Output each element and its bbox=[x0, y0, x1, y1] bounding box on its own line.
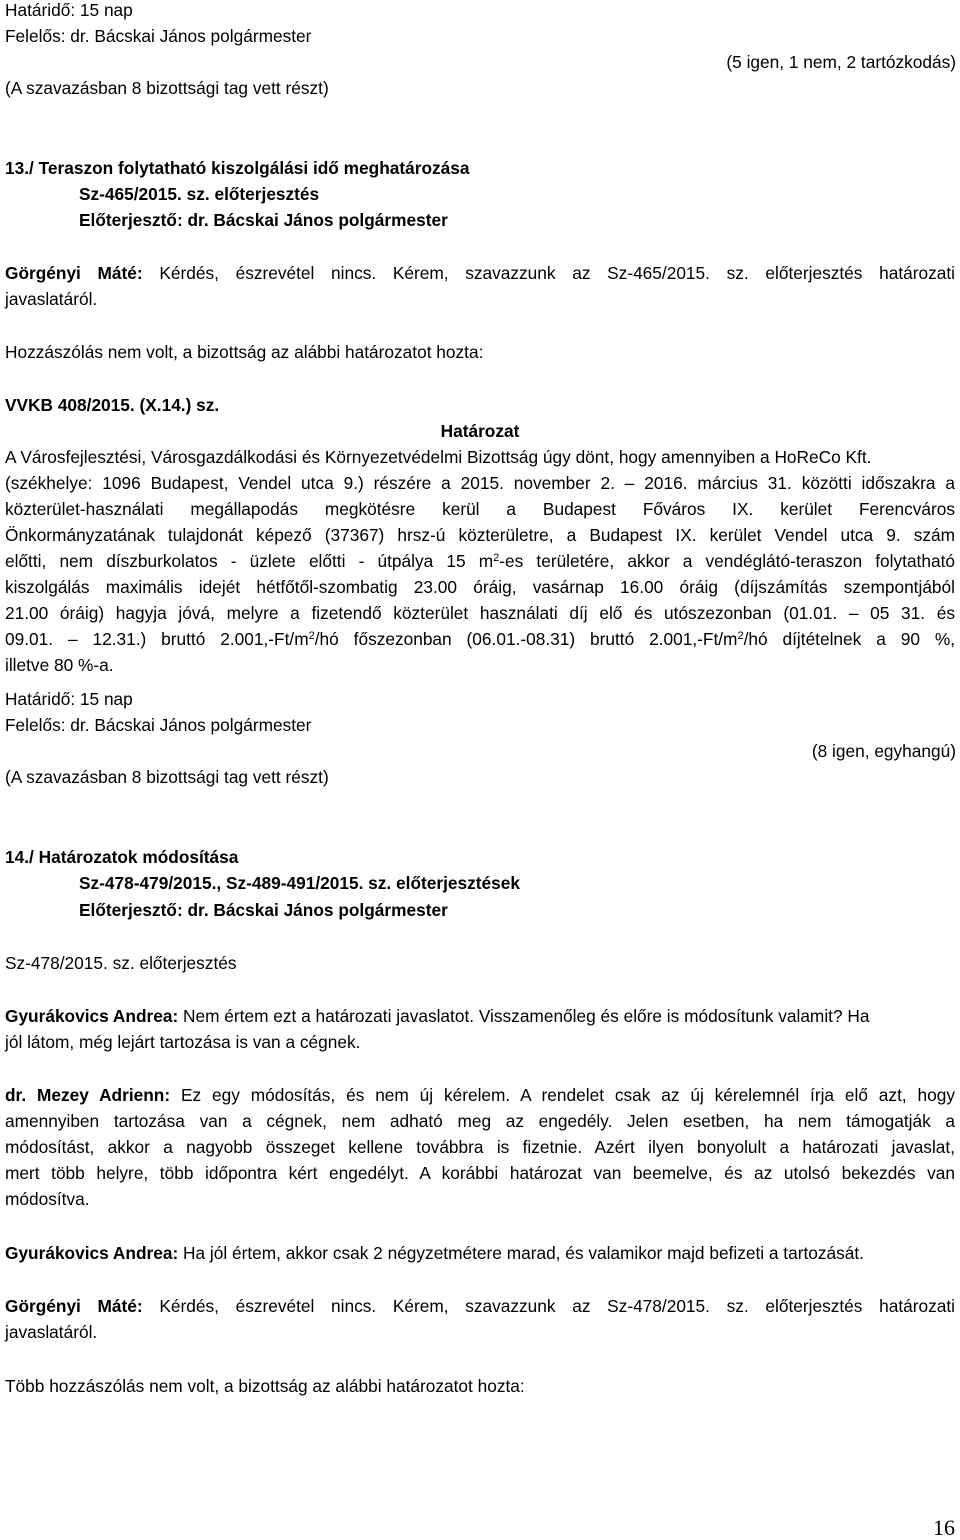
vote-result: (5 igen, 1 nem, 2 tartózkodás) bbox=[726, 52, 956, 72]
agenda-item-ref: Sz-465/2015. sz. előterjesztés bbox=[79, 184, 320, 204]
speaker-statement bbox=[5, 1085, 955, 1105]
deadline-text: Határidő: 15 nap bbox=[5, 0, 133, 20]
speaker-statement bbox=[5, 1296, 955, 1316]
resolution-line: kiszolgálás maximális idejét hétfőtől-szombatig 23.00 óráig, vasárnap 16.00 óráig (díjszámítás szempontjából bbox=[5, 577, 955, 597]
speaker-name: Gyurákovics Andrea: bbox=[5, 1243, 179, 1263]
responsible-text: Felelős: dr. Bácskai János polgármester bbox=[5, 715, 312, 735]
agenda-item-title: 13./ Teraszon folytatható kiszolgálási idő meghatározása bbox=[5, 158, 470, 178]
responsible-text: Felelős: dr. Bácskai János polgármester bbox=[5, 26, 312, 46]
agenda-item-title: 14./ Határozatok módosítása bbox=[5, 847, 239, 867]
speaker-text-cont: mert több helyre, több időpontra kért engedélyt. A korábbi határozat van beemelve, és az utolsó bekezdés van bbox=[5, 1163, 955, 1183]
agenda-item-refs: Sz-478-479/2015., Sz-489-491/2015. sz. előterjesztések bbox=[79, 873, 520, 893]
speaker-text-cont: javaslatáról. bbox=[5, 1322, 98, 1342]
speaker-name: Görgényi Máté: bbox=[5, 263, 143, 283]
speaker-statement bbox=[5, 1243, 864, 1263]
resolution-line: 09.01. – 12.31.) bruttó $2.001,-Ft/m^2/hó$ főszezonban (06.01.-08.31) bruttó $2.001,-Ft/m^2/hó$ díjtételnek a 90 %, bbox=[5, 629, 955, 649]
resolution-heading: Határozat bbox=[440, 421, 520, 441]
voters-note: (A szavazásban 8 bizottsági tag vett részt) bbox=[5, 767, 329, 787]
speaker-text: Ez egy módosítás, és nem új kérelem. A rendelet csak az új kérelemnél írja elő azt, hogy bbox=[180, 1085, 955, 1105]
resolution-line: 21.00 óráig) hagyja jóvá, melyre a fizetendő közterület használati díj elő és utószezonban (01.01. – 05 31. és bbox=[5, 603, 955, 623]
speaker-text: Ha jól értem, akkor csak 2 négyzetmétere marad, és valamikor majd befizeti a tartozását. bbox=[183, 1243, 864, 1263]
agenda-item-presenter: Előterjesztő: dr. Bácskai János polgármester bbox=[79, 900, 448, 920]
speaker-text-cont: módosítást, akkor a nagyobb összeget kellene továbbra is fizetnie. Azért ilyen bonyolult a határozati javaslat, bbox=[5, 1137, 955, 1157]
speaker-statement bbox=[5, 263, 955, 283]
voters-note: (A szavazásban 8 bizottsági tag vett részt) bbox=[5, 78, 329, 98]
resolution-line: Önkormányzatának tulajdonát képező (37367) hrsz-ú közterületre, a Budapest IX. kerület Vendel utca 9. szám bbox=[5, 525, 955, 545]
resolution-line: (székhelye: 1096 Budapest, Vendel utca 9.) részére a 2015. november 2. – 2016. március 31. közötti időszakra a bbox=[5, 473, 955, 493]
resolution-id: VVKB 408/2015. (X.14.) sz. bbox=[5, 395, 220, 415]
speaker-text-cont: jól látom, még lejárt tartozása is van a cégnek. bbox=[5, 1032, 361, 1052]
speaker-text-cont: amennyiben tartozása van a cégnek, nem adható meg az engedély. Jelen esetben, ha nem támogatják a bbox=[5, 1111, 955, 1131]
resolution-line: illetve 80 %-a. bbox=[5, 655, 114, 675]
speaker-text-cont: módosítva. bbox=[5, 1189, 90, 1209]
comments-note: Több hozzászólás nem volt, a bizottság az alábbi határozatot hozta: bbox=[5, 1376, 525, 1396]
deadline-text: Határidő: 15 nap bbox=[5, 689, 133, 709]
resolution-line: A Városfejlesztési, Városgazdálkodási és Környezetvédelmi Bizottság úgy dönt, hogy amennyiben a HoReCo Kft. bbox=[5, 447, 872, 467]
speaker-text-cont: javaslatáról. bbox=[5, 289, 98, 309]
sub-reference: Sz-478/2015. sz. előterjesztés bbox=[5, 953, 237, 973]
page-number: 16 bbox=[933, 1515, 955, 1540]
vote-result: (8 igen, egyhangú) bbox=[811, 741, 956, 761]
resolution-line: közterület-használati megállapodás megkötésre kerül a Budapest Főváros IX. kerület Ferencváros bbox=[5, 499, 955, 519]
agenda-item-presenter: Előterjesztő: dr. Bácskai János polgármester bbox=[79, 210, 448, 230]
speaker-name: Gyurákovics Andrea: bbox=[5, 1006, 179, 1026]
speaker-text: Nem értem ezt a határozati javaslatot. Visszamenőleg és előre is módosítunk valamit? Ha bbox=[183, 1006, 870, 1026]
comments-note: Hozzászólás nem volt, a bizottság az alábbi határozatot hozta: bbox=[5, 342, 484, 362]
resolution-line: előtti, nem díszburkolatos - üzlete előtti - útpálya 15 $m^2-es$ területére, akkor a vendéglátó-teraszon folytatható bbox=[5, 551, 955, 571]
speaker-name: dr. Mezey Adrienn: bbox=[5, 1085, 171, 1105]
speaker-text: Kérdés, észrevétel nincs. Kérem, szavazzunk az Sz-465/2015. sz. előterjesztés határozati bbox=[159, 263, 955, 283]
speaker-statement bbox=[5, 1006, 869, 1026]
speaker-name: Görgényi Máté: bbox=[5, 1296, 143, 1316]
speaker-text: Kérdés, észrevétel nincs. Kérem, szavazzunk az Sz-478/2015. sz. előterjesztés határozati bbox=[159, 1296, 955, 1316]
